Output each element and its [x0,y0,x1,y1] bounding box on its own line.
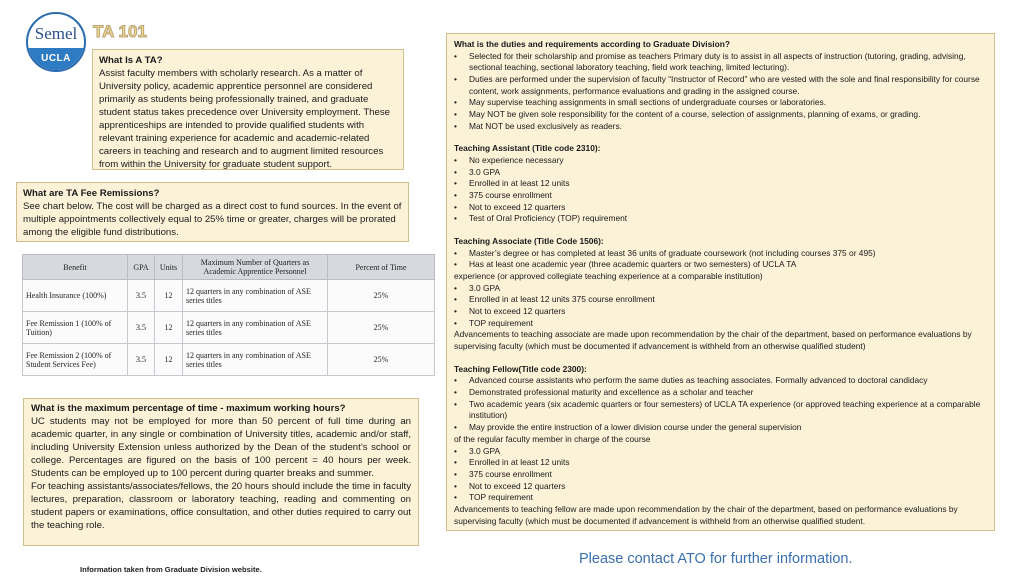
list-item: • May NOT be given sole responsibility for the content of a course, selection of assignments, planning of exams, or grading. [454,109,921,120]
duties-heading: What is the duties and requirements according to Graduate Division? [454,39,730,49]
table-cell: Fee Remission 1 (100% of Tuition) [23,312,128,344]
table-cell: Fee Remission 2 (100% of Student Services Fee) [23,344,128,376]
table-cell: 12 quarters in any combination of ASE series titles [183,312,328,344]
table-cell: 12 [155,280,183,312]
table-header: GPA [128,255,155,280]
table-row [23,344,435,376]
assistant-heading: Teaching Assistant (Title code 2310): [454,143,601,154]
table-cell: 12 [155,344,183,376]
list-item: • TOP requirement [454,492,533,503]
table-cell: 3.5 [128,280,155,312]
list-item: • Mat NOT be used exclusively as readers. [454,120,622,131]
list-item: • Enrolled in at least 12 units [454,178,570,189]
benefits-table [22,254,435,376]
table-row [23,312,435,344]
table-cell: 25% [328,280,435,312]
list-item: • Master’s degree or has completed at least 36 units of graduate coursework (not including courses 375 or 495) [454,247,876,258]
max-time-body-fellows: For teaching assistants/associates/fellows, the 20 hours should include the time in faculty lectures, preparation, classroom or laboratory teaching, reading and commenting on student papers or examinations, office consultation, and other duties required to carry out the teaching role. [31,481,411,532]
max-time-heading: What is the maximum percentage of time - maximum working hours? [31,403,346,414]
associate-heading: Teaching Associate (Title Code 1506): [454,236,604,247]
table-cell: 3.5 [128,344,155,376]
max-time-box [23,398,419,546]
list-item: • 3.0 GPA [454,166,501,177]
list-item: • Not to exceed 12 quarters [454,480,566,491]
list-item: • Selected for their scholarship and promise as teachers Primary duty is to assist in all aspects of instruction (tutoring, grading, advising, sectional teaching, sectional laboratory teaching, field work teaching, limited lecturing). [454,50,966,73]
what-is-ta-body: Assist faculty members with scholarly research. As a matter of University policy, academic apprentice personnel are considered primarily as students being professionally trained, and graduate student status takes precedence over University employment. These apprenticeships are intended to provide qualified students with relevant training experience for academic and academic-related careers in teaching and research and to augment limited resources from within the University for graduate student support. [99,68,390,171]
fee-remissions-heading: What are TA Fee Remissions? [23,188,160,199]
table-cell: 3.5 [128,312,155,344]
list-item: • Has at least one academic year (three academic quarters or two semesters) of UCLA TA [454,259,797,270]
fee-remissions-box [16,182,409,242]
table-cell: Health Insurance (100%) [23,280,128,312]
table-header: Percent of Time [328,255,435,280]
list-item: • TOP requirement [454,317,533,328]
what-is-ta-heading: What Is A TA? [99,55,163,66]
list-item: • 375 course enrollment [454,190,552,201]
list-item: • No experience necessary [454,155,564,166]
page-title: TA 101 [93,22,147,41]
table-cell: 12 quarters in any combination of ASE series titles [183,344,328,376]
table-cell: 12 quarters in any combination of ASE series titles [183,280,328,312]
list-item: • Enrolled in at least 12 units [454,457,570,468]
list-item: • Not to exceed 12 quarters [454,201,566,212]
source-note: Information taken from Graduate Division website. [80,565,262,574]
associate-continuation: experience (or approved collegiate teaching experience at a comparable institution) [454,271,763,282]
table-cell: 12 [155,312,183,344]
list-item: • Demonstrated professional maturity and excellence as a scholar and teacher [454,387,754,398]
list-item: • Enrolled in at least 12 units 375 course enrollment [454,294,655,305]
semel-ucla-logo [26,12,86,72]
contact-note: Please contact ATO for further information. [579,551,853,567]
table-row [23,280,435,312]
fellow-heading: Teaching Fellow(Title code 2300): [454,363,587,374]
list-item: • Advanced course assistants who perform the same duties as teaching associates. Formally advanced to doctoral candidacy [454,375,928,386]
logo-text-bottom: UCLA [28,48,84,72]
what-is-ta-box [92,49,404,170]
fellow-continuation: of the regular faculty member in charge of the course [454,433,651,444]
list-item: • Two academic years (six academic quarters or four semesters) of UCLA TA experience (or approved teaching experience at a comparable institution) [454,398,981,421]
list-item: • 3.0 GPA [454,282,501,293]
list-item: • 375 course enrollment [454,468,552,479]
table-header: Maximum Number of Quarters as Academic Apprentice Personnel [183,255,328,280]
table-header-row [23,255,435,280]
list-item: • 3.0 GPA [454,445,501,456]
table-cell: 25% [328,344,435,376]
list-item: • May supervise teaching assignments in small sections of undergraduate courses or laboratories. [454,97,827,108]
fellow-note: Advancements to teaching fellow are made upon recommendation by the chair of the department, based on performance evaluations by supervising faculty (which must be documented if advancement is withheld from an otherwise qualified student. [454,503,958,526]
list-item: • May provide the entire instruction of a lower division course under the general supervision [454,422,802,433]
list-item: • Duties are performed under the supervision of faculty “Instructor of Record” who are vested with the sole and final responsibility for course content, work assignments, performance evaluations and grading in the assigned course. [454,74,980,96]
table-cell: 25% [328,312,435,344]
associate-note: Advancements to teaching associate are made upon recommendation by the chair of the department, based on performance evaluations by supervising faculty (which must be documented if advancement is withheld from an otherwise qualified student) [454,329,972,352]
list-item: • Test of Oral Proficiency (TOP) requirement [454,213,628,224]
table-header: Units [155,255,183,280]
table-header: Benefit [23,255,128,280]
max-time-body: UC students may not be employed for more than 50 percent of full time during an academic quarter, in any single or combination of University titles, academic and/or staff, including University Extension unless authorized by the Dean of the student’s school or college. Percentages are figured on the basis of 100 percent = 40 hours per week. Students can be employed up to 100 percent during quarter breaks and summer. [31,416,411,480]
fee-remissions-body: See chart below. The cost will be charged as a direct cost to fund sources. In the event of multiple appointments collectively equal to 25% time or greater, charges will be prorated among the eligible fund distributions. [23,201,402,239]
logo-text-top: Semel [34,24,78,43]
duties-box [446,33,995,531]
list-item: • Not to exceed 12 quarters [454,306,566,317]
